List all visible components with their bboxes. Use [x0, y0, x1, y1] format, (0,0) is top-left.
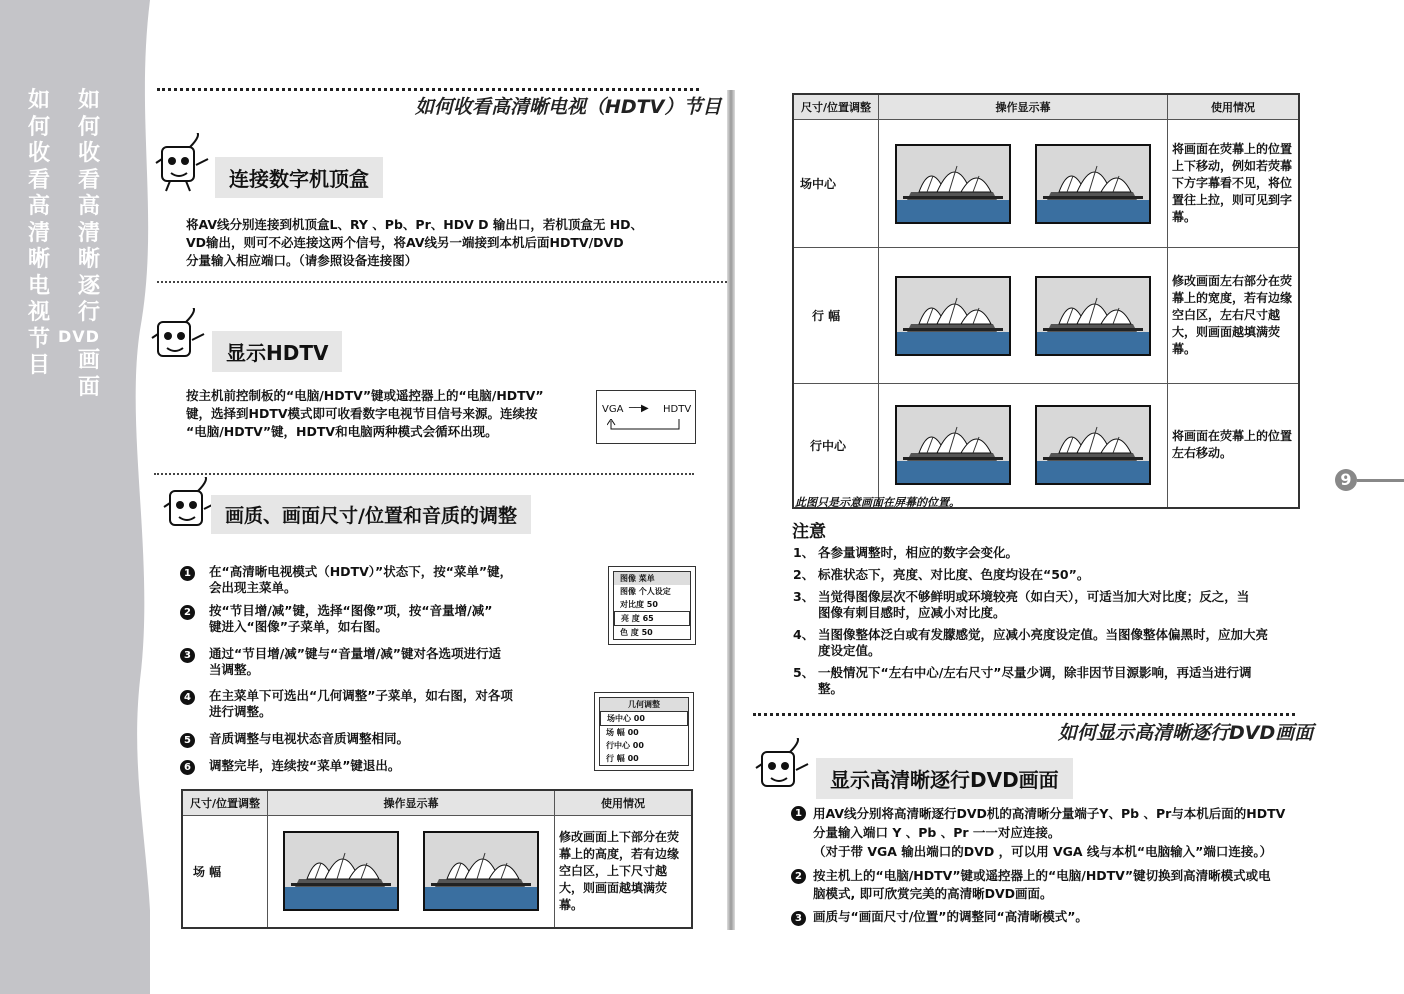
- sidebar-char: 逐: [77, 273, 100, 299]
- sidebar-dvd-label: DVD: [58, 327, 100, 346]
- step-number: 6: [180, 760, 195, 775]
- sidebar-char: 如: [27, 88, 50, 113]
- note-text: 各参量调整时，相应的数字会变化。: [818, 545, 1019, 560]
- mascot-icon: [148, 308, 210, 368]
- vga-label: VGA: [602, 404, 624, 415]
- usage-text: 将画面在荧幕上的位置左右移动。: [1168, 384, 1300, 508]
- note-text: 一般情况下“左右中心/左右尺寸”尽量少调，除非因节目源影响，再适当进行调 整。: [818, 665, 1252, 696]
- opera-house-image: [423, 831, 539, 911]
- opera-house-image: [895, 276, 1011, 356]
- vga-hdtv-diagram: [596, 390, 696, 444]
- note-number: 5、: [793, 665, 815, 680]
- opera-house-image: [1035, 276, 1151, 356]
- sidebar-char: 收: [27, 141, 50, 166]
- sidebar-char: 清: [27, 220, 50, 246]
- screen-images: [879, 248, 1168, 384]
- step-text: 在“高清晰电视模式（HDTV）”状态下，按“菜单”键， 会出现主菜单。: [209, 564, 513, 595]
- top-divider: [157, 88, 699, 91]
- table-header: 尺寸/位置调整: [182, 790, 268, 816]
- adjust-table-left: [181, 789, 693, 929]
- section-title-connect: 连接数字机顶盒: [215, 157, 383, 198]
- right-page-title: 如何显示高清晰逐行DVD画面: [1058, 722, 1314, 744]
- opera-house-image: [895, 144, 1011, 224]
- section-display-text: 按主机前控制板的“电脑/HDTV”键或遥控器上的“电脑/HDTV” 键，选择到HDTV模式即可收看数字电视节目信号来源。连续按 “电脑/HDTV”键，HDTV和电脑两种模式会循环出现。: [186, 388, 544, 439]
- sidebar-char: 看: [27, 167, 50, 193]
- note-text: 当觉得图像层次不够鲜明或环境较亮（如白天），可适当加大对比度；反之，当 图像有刺目感时，应减小对比度。: [818, 589, 1250, 620]
- sidebar-char: 晰: [27, 247, 50, 272]
- note-number: 3、: [793, 589, 815, 604]
- side-banner: [0, 0, 150, 994]
- sidebar-char: 何: [27, 114, 50, 140]
- row-label: 场 幅: [182, 816, 268, 928]
- hdtv-label: HDTV: [663, 404, 692, 415]
- step-text: 画质与“画面尺寸/位置”的调整同“高清晰模式”。: [813, 909, 1088, 924]
- row-label: 行 幅: [793, 248, 879, 384]
- section-connect-text: 将AV线分别连接到机顶盒L、RY 、Pb、Pr、HDV D 输出口，若机顶盒无 HD、 VD输出，则可不必连接这两个信号，将AV线另一端接到本机后面HDTV/DVD 分量输入相应端口。（请参照设备连接图）: [186, 217, 644, 268]
- sidebar-title-2: [76, 88, 102, 327]
- step-text: 通过“节目增/减”键与“音量增/减”键对各选项进行适 当调整。: [209, 646, 501, 677]
- screen-images: [268, 816, 555, 928]
- section-title-display-hdtv: 显示HDTV: [212, 331, 342, 372]
- usage-text: 修改画面上下部分在荧幕上的高度，若有边缘空白区，上下尺寸越大，则画面越填满荧幕。: [555, 816, 693, 928]
- step-text: 按“节目增/减”键，选择“图像”项，按“音量增/减” 键进入“图像”子菜单，如右图。: [209, 603, 493, 634]
- note-number: 1、: [793, 545, 815, 560]
- divider: [157, 281, 727, 283]
- table-header: 使用情况: [1168, 94, 1300, 120]
- opera-house-image: [1035, 144, 1151, 224]
- page-fold: [727, 90, 735, 930]
- mascot-icon: [152, 133, 214, 193]
- adjust-table-right: [792, 93, 1300, 509]
- usage-text: 修改画面左右部分在荧幕上的宽度，若有边缘空白区，左右尺寸越大，则画面越填满荧幕。: [1168, 248, 1300, 384]
- note-number: 4、: [793, 627, 815, 642]
- sidebar-char: 高: [27, 194, 50, 219]
- page-number: 9: [1335, 469, 1357, 491]
- loop-arrow-icon: [607, 419, 687, 435]
- sidebar-char: 节: [27, 326, 50, 352]
- notes-title: 注意: [792, 522, 826, 542]
- table-caption: 此图只是示意画面在屏幕的位置。: [795, 496, 960, 509]
- sidebar-char: 看: [77, 167, 100, 193]
- step-number: 1: [180, 566, 195, 581]
- note-text: 当图像整体泛白或有发朦感觉，应减小亮度设定值。当图像整体偏黑时，应加大亮 度设定值。: [818, 627, 1269, 658]
- sidebar-char: 高: [77, 194, 100, 219]
- sidebar-char: 何: [77, 114, 100, 140]
- step-number: 1: [791, 806, 806, 821]
- sidebar-char: 电: [27, 273, 50, 299]
- left-page-title: 如何收看高清晰电视（HDTV）节目: [415, 96, 722, 118]
- screen-images: [879, 384, 1168, 508]
- step-text: 用AV线分别将高清晰逐行DVD机的高清晰分量端子Y、Pb 、Pr与本机后面的HDTV 分量输入端口 Y 、Pb 、Pr 一一对应连接。 （对于带 VGA 输出端口的DVD ，可以用 VGA 线与本机“电脑输入”端口连接。）: [813, 806, 1286, 859]
- step-number: 2: [180, 605, 195, 620]
- sidebar-char: 晰: [77, 247, 100, 272]
- sidebar-char: 目: [27, 353, 50, 378]
- divider: [753, 713, 1295, 716]
- screen-images: [879, 120, 1168, 248]
- step-number: 2: [791, 869, 806, 884]
- step-text: 调整完毕，连续按“菜单”键退出。: [209, 758, 401, 773]
- step-number: 3: [180, 648, 195, 663]
- sidebar-title-1: [26, 88, 52, 380]
- page-number-tab: [1357, 479, 1404, 482]
- sidebar-char: 行: [77, 300, 100, 325]
- picture-menu-diagram: 图像 菜单 图像 个人设定 对比度 50 亮 度 65 色 度 50: [608, 566, 696, 645]
- usage-text: 将画面在荧幕上的位置上下移动，例如若荧幕下方字幕看不见，将位置往上拉，则可见到字幕。: [1168, 120, 1300, 248]
- sidebar-char: 面: [77, 374, 100, 400]
- note-number: 2、: [793, 567, 815, 582]
- note-text: 标准状态下，亮度、对比度、色度均设在“50”。: [818, 567, 1090, 582]
- step-number: 5: [180, 733, 195, 748]
- geometry-menu-diagram: 几何调整 场中心 00 场 幅 00 行中心 00 行 幅 00: [594, 692, 694, 771]
- mascot-icon: [752, 738, 814, 798]
- sidebar-char: 视: [27, 300, 50, 325]
- step-text: 在主菜单下可选出“几何调整”子菜单，如右图，对各项 进行调整。: [209, 688, 513, 719]
- table-header: 尺寸/位置调整: [793, 94, 879, 120]
- step-text: 音质调整与电视状态音质调整相同。: [209, 731, 410, 746]
- step-number: 3: [791, 911, 806, 926]
- sidebar-char: 如: [77, 88, 100, 113]
- step-number: 4: [180, 690, 195, 705]
- section-title-dvd: 显示高清晰逐行DVD画面: [816, 758, 1073, 799]
- opera-house-image: [283, 831, 399, 911]
- opera-house-image: [1035, 405, 1151, 485]
- step-text: 按主机上的“电脑/HDTV”键或遥控器上的“电脑/HDTV”键切换到高清晰模式或电 脑模式, 即可欣赏完美的高清晰DVD画面。: [813, 868, 1271, 901]
- table-header: 使用情况: [555, 790, 693, 816]
- sidebar-char: 清: [77, 220, 100, 246]
- opera-house-image: [895, 405, 1011, 485]
- sidebar-char: 画: [77, 348, 100, 373]
- row-label: 场中心: [793, 120, 879, 248]
- arrow-right-icon: ──▶: [629, 403, 649, 414]
- section-title-adjust: 画质、画面尺寸/位置和音质的调整: [211, 495, 531, 534]
- table-header: 操作显示幕: [268, 790, 555, 816]
- sidebar-char: 收: [77, 141, 100, 166]
- table-header: 操作显示幕: [879, 94, 1168, 120]
- divider: [154, 473, 694, 475]
- sidebar-title-2-tail: [76, 348, 102, 401]
- row-label: 行中心: [793, 384, 879, 508]
